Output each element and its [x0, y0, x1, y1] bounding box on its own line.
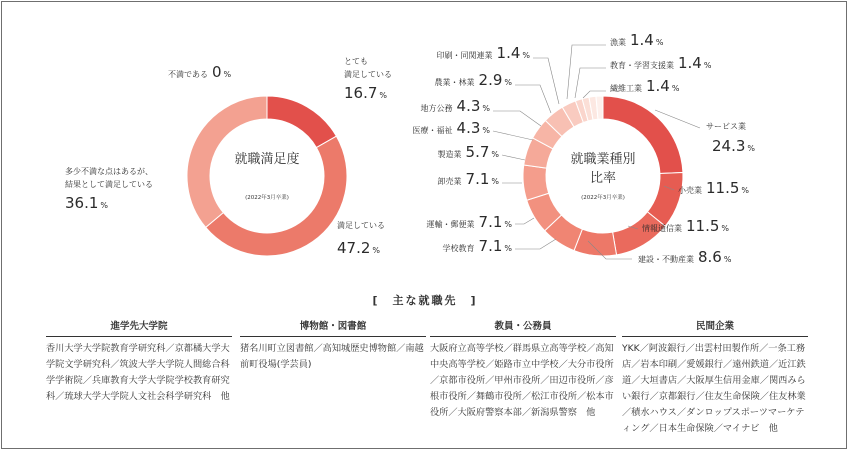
industry-leader-line-7: [502, 155, 525, 160]
industry-label-value-0: 24.3 %: [712, 137, 756, 155]
section-title: [ 主な就職先 ]: [372, 294, 478, 307]
svg-text:36.1%: 36.1 %: [65, 194, 109, 212]
industry-label-text-2: 情報通信業 11.5 %: [642, 217, 730, 235]
industry-leader-line-10: [515, 85, 551, 113]
column-teacher-public: [430, 318, 616, 421]
label-dissatisfied: [168, 63, 232, 81]
industry-label-text-9: 地方公務 4.3 %: [420, 97, 490, 115]
industry-label-8: [413, 119, 533, 140]
svg-text:多少不満な点はあるが、: 多少不満な点はあるが、: [65, 167, 153, 176]
industry-title: 就職業種別: [570, 152, 636, 167]
industry-label-14: [583, 77, 680, 98]
industry-leader-line-8: [493, 131, 533, 140]
industry-leader-line-5: [515, 218, 534, 224]
industry-label-6: [438, 170, 522, 188]
column-private-company: [622, 318, 808, 437]
satisfaction-title: 就職満足度: [234, 152, 300, 167]
industry-slice-6: [523, 165, 549, 200]
industry-label-text-10: 農業・林業 2.9 %: [434, 71, 512, 89]
label-somewhat-satisfied: [65, 166, 153, 212]
industry-label-text-13: 教育・学習支援業 1.4 %: [610, 54, 712, 72]
industry-leader-line-9: [493, 111, 541, 126]
industry-label-text-0: サービス業: [706, 122, 746, 131]
column-body: 大阪府立高等学校／群馬県立高等学校／高知中央高等学校／姫路市立中学校／大分市役所／京都市役所／甲州市役所／田辺市役所／彦根市役所／舞鶴市役所／松江市役所／松本市役所／大阪府警察本部／新潟県警察 他: [430, 343, 614, 418]
industry-subtitle: (2022年3月卒業): [581, 195, 625, 201]
industry-label-text-3: 建設・不動産業 8.6 %: [638, 248, 732, 266]
column-museum-library: [240, 318, 426, 373]
industry-label-text-14: 繊維工業 1.4 %: [610, 77, 680, 95]
industry-label-text-4: 学校教育 7.1 %: [442, 237, 512, 255]
industry-label-text-8: 医療・福祉 4.3 %: [412, 119, 490, 137]
industry-label-4: [443, 237, 556, 255]
svg-text:とても: とても: [344, 57, 368, 66]
column-title: 博物館・図書館: [240, 318, 426, 337]
industry-leader-line-11: [533, 58, 559, 104]
industry-label-text-5: 運輸・郵便業 7.1 %: [426, 213, 512, 231]
industry-label-13: [575, 54, 712, 98]
column-graduate-school: [46, 318, 232, 405]
satisfaction-donut: [187, 96, 347, 256]
industry-label-text-7: 製造業 5.7 %: [437, 143, 499, 161]
industry-label-5: [427, 213, 534, 231]
column-body: YKK／阿波銀行／出雲村田製作所／一条工務店／岩本印刷／愛媛銀行／遠州鉄道／近江鉄道／大垣書店／大阪厚生信用金庫／関西みらい銀行／京都銀行／住友生命保険／住友林業／積水ハウス／ダンロップスポーツマーケティング／日本生命保険／マイナビ 他: [622, 343, 806, 434]
industry-label-text-11: 印刷・同関連業 1.4 %: [436, 44, 530, 62]
industry-label-7: [438, 143, 525, 161]
industry-title-2: 比率: [589, 171, 617, 186]
svg-text:満足している: 満足している: [337, 221, 385, 230]
industry-label-text-6: 卸売業 7.1 %: [437, 170, 499, 188]
svg-text:満足している: 満足している: [344, 70, 392, 79]
column-title: 教員・公務員: [430, 318, 616, 337]
label-very-satisfied: [344, 57, 392, 102]
satisfaction-slice-0: [267, 96, 336, 148]
column-title: 進学先大学院: [46, 318, 232, 337]
industry-leader-line-4: [515, 239, 556, 249]
industry-label-text-1: 小売業 11.5 %: [678, 179, 750, 197]
label-satisfied: [337, 220, 385, 257]
satisfaction-subtitle: (2022年3月卒業): [245, 195, 289, 201]
column-body: 猪名川町立図書館／高知城歴史博物館／南越前町役場(学芸員): [240, 343, 424, 370]
svg-text:16.7%: 16.7 %: [344, 84, 388, 102]
column-body: 香川大学大学院教育学研究科／京都橘大学大学院文学研究科／筑波大学大学院人間総合科学学術院／兵庫教育大学大学院学校教育研究科／琉球大学大学院人文社会科学研究科 他: [46, 343, 230, 402]
industry-leader-line-13: [575, 68, 606, 98]
svg-text:結果として満足している: 結果として満足している: [65, 180, 153, 189]
svg-text:47.2%: 47.2 %: [337, 239, 381, 257]
industry-label-text-12: 漁業 1.4 %: [610, 31, 664, 49]
svg-text:不満である0%: 不満である 0 %: [168, 63, 232, 81]
column-title: 民間企業: [622, 318, 808, 337]
industry-label-9: [421, 97, 541, 126]
